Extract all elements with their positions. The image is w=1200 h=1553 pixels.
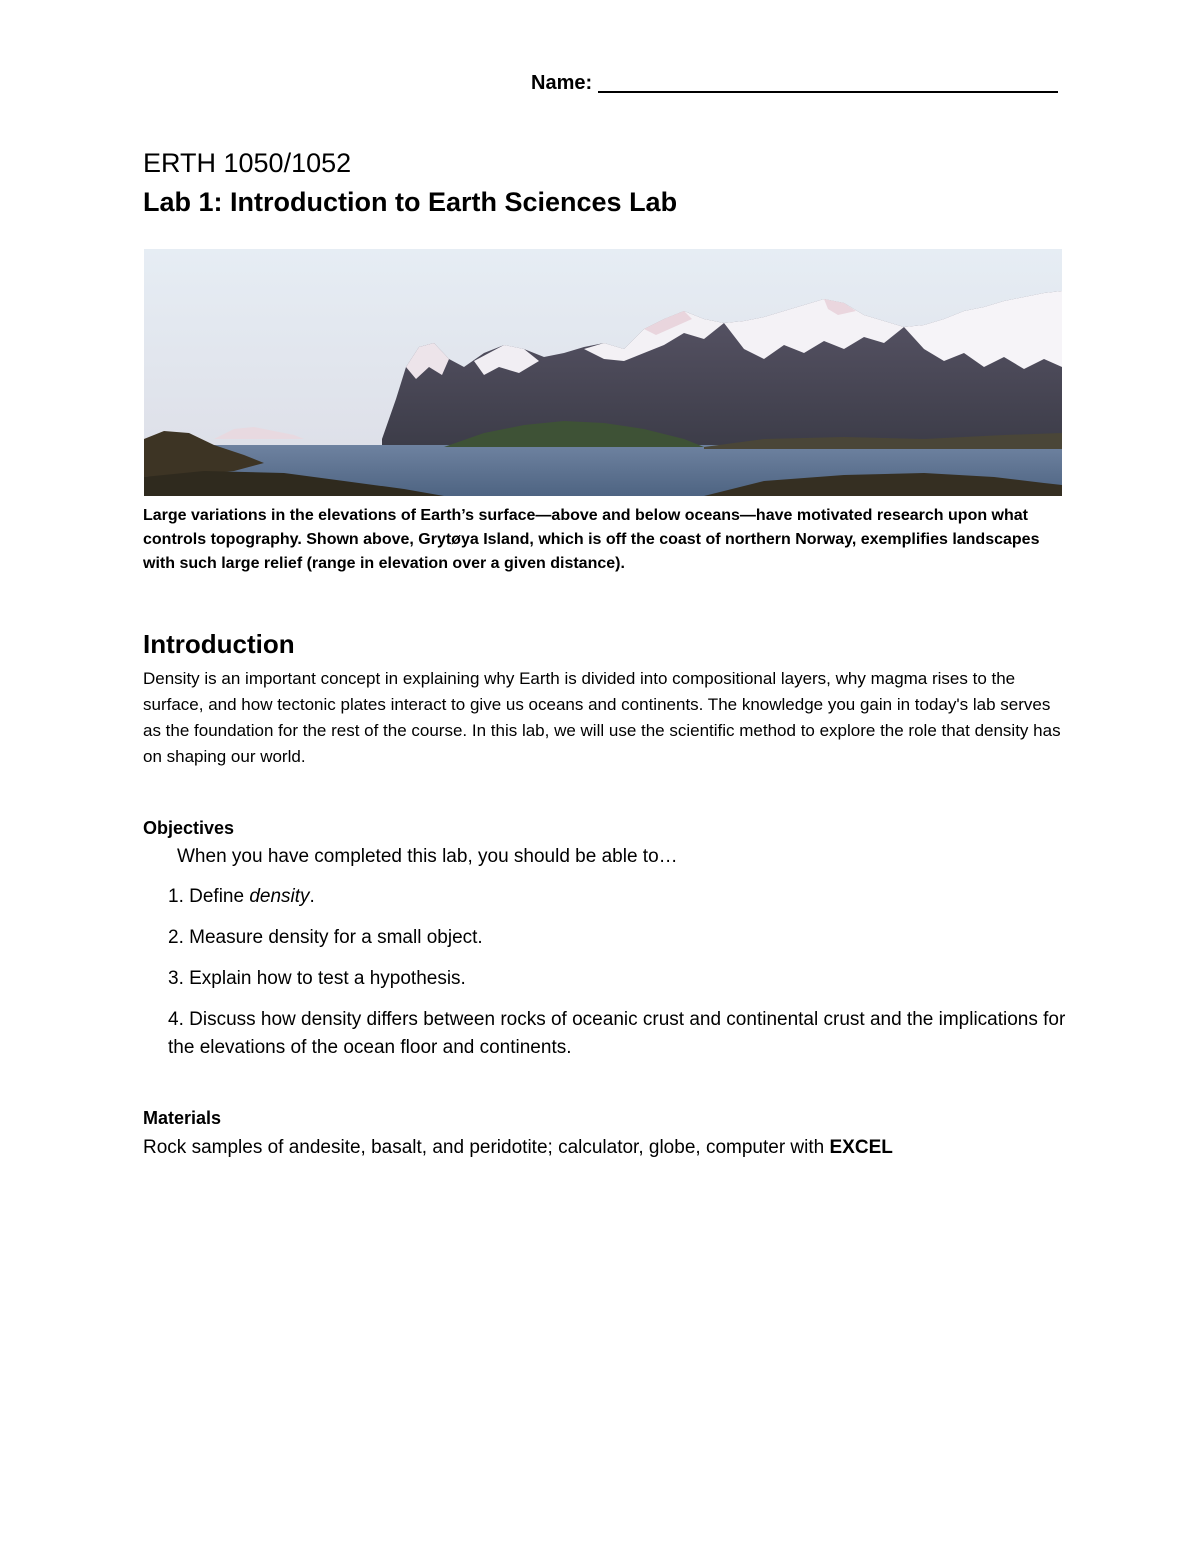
materials-excel: EXCEL <box>829 1137 893 1158</box>
name-field <box>531 72 1058 95</box>
objectives-intro: When you have completed this lab, you should be able to… <box>177 846 678 867</box>
materials-list: Rock samples of andesite, basalt, and peridotite; calculator, globe, computer with <box>143 1137 830 1158</box>
objective-1-emphasis: density <box>249 886 310 907</box>
objective-1-prefix: 1. Define <box>168 886 250 907</box>
lab-title: Lab 1: Introduction to Earth Sciences Lab <box>143 187 678 217</box>
objective-item-3: 3. Explain how to test a hypothesis. <box>168 968 466 989</box>
name-blank-line[interactable] <box>598 91 1058 93</box>
materials-heading: Materials <box>143 1108 222 1128</box>
materials-text <box>143 1134 893 1162</box>
objective-item-1 <box>168 883 1068 911</box>
mountain-landscape-illustration <box>144 249 1062 496</box>
name-label: Name: <box>531 72 593 94</box>
figure-caption: Large variations in the elevations of Earth’s surface—above and below oceans—have motivated research upon what controls topography. Shown above, Grytøya Island, which is off the coast of northern Norway, exemplifies landscapes with such large relief (range in elevation over a given distance). <box>143 507 1040 572</box>
introduction-heading: Introduction <box>143 629 295 659</box>
objective-1-suffix: . <box>309 886 315 907</box>
objective-item-2: 2. Measure density for a small object. <box>168 927 483 948</box>
objectives-heading: Objectives <box>143 818 235 838</box>
introduction-paragraph: Density is an important concept in explaining why Earth is divided into compositional layers, why magma rises to the surface, and how tectonic plates interact to give us oceans and continents. The knowledge you gain in today's lab serves as the foundation for the rest of the course. In this lab, we will use the scientific method to explore the role that density has on shaping our world. <box>143 669 1061 766</box>
course-code: ERTH 1050/1052 <box>143 148 352 178</box>
landscape-photo <box>144 249 1062 496</box>
objectives-list <box>168 883 1068 1075</box>
objective-item-4: 4. Discuss how density differs between rocks of oceanic crust and continental crust and the implications for the elevations of the ocean floor and continents. <box>168 1009 1066 1058</box>
